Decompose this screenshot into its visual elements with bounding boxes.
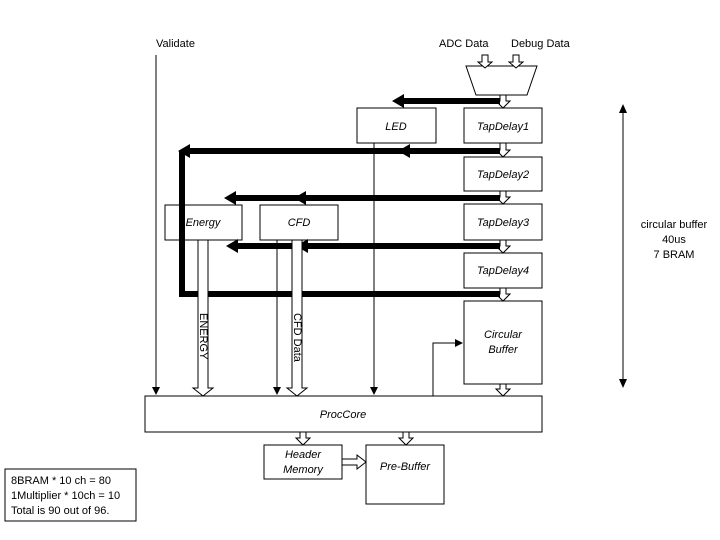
resource-note-line-2: 1Multiplier * 10ch = 10 (11, 490, 121, 502)
energy-vertical-label: ENERGY (197, 313, 209, 360)
circular-buffer-note-3: 7 BRAM (653, 249, 695, 261)
circular-buffer-label-2: Buffer (488, 344, 518, 356)
tapdelay4-label: TapDelay4 (476, 265, 530, 277)
bus-tap3-to-cfd-energy (226, 239, 500, 253)
circular-buffer-label-1: Circular (484, 329, 522, 341)
span-arrow-down (619, 379, 627, 388)
proccore-label: ProcCore (319, 409, 367, 421)
header-to-prebuffer-arrow (342, 455, 366, 469)
tapdelay2-label: TapDelay2 (476, 169, 530, 181)
cfd-label: CFD (287, 217, 311, 229)
bus-tap1-to-led-and-energy (178, 144, 500, 158)
pre-buffer-block (366, 445, 444, 504)
bus-tap1-to-led (392, 94, 500, 108)
validate-label: Validate (156, 38, 195, 50)
cfd-vertical-label: CFD Data (291, 313, 303, 362)
resource-note-line-1: 8BRAM * 10 ch = 80 (11, 475, 111, 487)
led-label: LED (385, 121, 407, 133)
proccore-to-header-arrow (296, 432, 310, 445)
circular-buffer-note-1: circular buffer (640, 219, 708, 231)
circular-buffer-block (464, 301, 542, 384)
circular-buffer-note-2: 40us (662, 234, 686, 246)
header-memory-label-2: Memory (283, 464, 323, 476)
proccore-to-circular-buffer-line (433, 343, 462, 396)
span-arrow-up (619, 104, 627, 113)
resource-note-line-3: Total is 90 out of 96. (11, 505, 110, 517)
tapdelay3-label: TapDelay3 (476, 217, 530, 229)
input-mux (466, 66, 537, 95)
adc-data-label: ADC Data (439, 38, 489, 50)
bus-tap2-to-energy-cfd (224, 191, 500, 205)
tapdelay1-label: TapDelay1 (476, 121, 530, 133)
debug-data-label: Debug Data (511, 38, 570, 50)
proccore-to-prebuffer-arrow (399, 432, 413, 445)
energy-label: Energy (185, 217, 221, 229)
header-memory-label-1: Header (284, 449, 322, 461)
pre-buffer-label: Pre-Buffer (379, 461, 431, 473)
